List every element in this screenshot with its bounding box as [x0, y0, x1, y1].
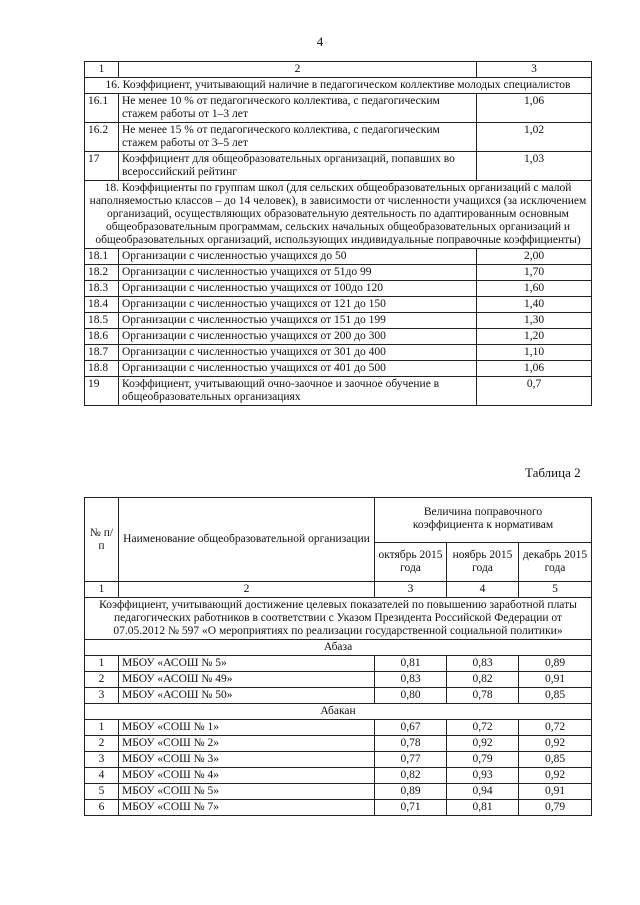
row-number: 5: [85, 784, 119, 800]
table-row: [85, 720, 592, 736]
table-row: [85, 656, 592, 672]
row-number: 18.1: [85, 249, 119, 265]
table-header-row: [85, 62, 592, 78]
row-description: Организации с численностью учащихся от 401 до 500: [119, 361, 477, 377]
row-description: Организации с численностью учащихся от 151 до 199: [119, 313, 477, 329]
row-value: 1,60: [477, 281, 592, 297]
organization-name: МБОУ «СОШ № 5»: [119, 784, 375, 800]
row-description: Не менее 15 % от педагогического коллектива, с педагогическим стажем работы от 3–5 лет: [119, 123, 477, 152]
row-number: 18.6: [85, 329, 119, 345]
coefficient-value: 0,81: [375, 656, 447, 672]
row-description: Организации с численностью учащихся от 121 до 150: [119, 297, 477, 313]
row-number: 1: [85, 656, 119, 672]
row-value: 1,40: [477, 297, 592, 313]
row-value: 1,03: [477, 152, 592, 181]
table-row: [85, 152, 592, 181]
row-number: 16.1: [85, 94, 119, 123]
organization-name: МБОУ «АСОШ № 5»: [119, 656, 375, 672]
row-number: 17: [85, 152, 119, 181]
coefficient-value: 0,94: [447, 784, 519, 800]
header-number: № п/п: [85, 498, 119, 582]
section-row: [85, 78, 592, 94]
city-heading: Абакан: [85, 704, 592, 720]
row-value: 1,06: [477, 94, 592, 123]
coefficient-value: 0,82: [447, 672, 519, 688]
coefficient-value: 0,85: [519, 752, 592, 768]
table-row: [85, 329, 592, 345]
organization-name: МБОУ «СОШ № 7»: [119, 800, 375, 816]
section-heading: 16. Коэффициент, учитывающий наличие в педагогическом коллективе молодых специалистов: [85, 78, 592, 94]
coefficient-value: 0,79: [519, 800, 592, 816]
table-row: [85, 752, 592, 768]
table-row: [85, 784, 592, 800]
row-number: 1: [85, 720, 119, 736]
table-row: [85, 281, 592, 297]
section-heading: Коэффициент, учитывающий достижение целевых показателей по повышению заработной платы педагогических работников в соответствии с Указом Президента Российской Федерации от 07.05.2012 № 597 «О мероприятиях по реализации государственной социальной политики»: [85, 598, 592, 640]
coefficient-value: 0,77: [375, 752, 447, 768]
coefficient-value: 0,78: [447, 688, 519, 704]
row-number: 6: [85, 800, 119, 816]
column-index: 5: [519, 582, 592, 598]
row-number: 4: [85, 768, 119, 784]
column-index: 3: [375, 582, 447, 598]
row-description: Организации с численностью учащихся от 51до 99: [119, 265, 477, 281]
column-index: 2: [119, 582, 375, 598]
coefficient-value: 0,72: [519, 720, 592, 736]
coefficient-value: 0,67: [375, 720, 447, 736]
coefficient-value: 0,80: [375, 688, 447, 704]
row-number: 19: [85, 377, 119, 406]
row-value: 0,7: [477, 377, 592, 406]
table-row: [85, 94, 592, 123]
table-row: [85, 736, 592, 752]
city-heading: Абаза: [85, 640, 592, 656]
table-row: [85, 768, 592, 784]
coefficients-table: [84, 61, 592, 406]
coefficient-value: 0,93: [447, 768, 519, 784]
coefficient-value: 0,89: [375, 784, 447, 800]
column-index-row: [85, 582, 592, 598]
row-number: 18.8: [85, 361, 119, 377]
organization-name: МБОУ «СОШ № 1»: [119, 720, 375, 736]
row-number: 18.3: [85, 281, 119, 297]
row-number: 2: [85, 672, 119, 688]
row-description: Организации с численностью учащихся от 100до 120: [119, 281, 477, 297]
coefficient-value: 0,91: [519, 784, 592, 800]
organization-name: МБОУ «СОШ № 3»: [119, 752, 375, 768]
row-description: Организации с численностью учащихся до 50: [119, 249, 477, 265]
coefficient-value: 0,85: [519, 688, 592, 704]
row-value: 1,30: [477, 313, 592, 329]
row-description: Коэффициент для общеобразовательных организаций, попавших во всероссийский рейтинг: [119, 152, 477, 181]
table-row: [85, 345, 592, 361]
row-number: 3: [85, 688, 119, 704]
column-index: 2: [119, 62, 477, 78]
page-number: 4: [316, 34, 324, 49]
row-number: 18.5: [85, 313, 119, 329]
row-number: 16.2: [85, 123, 119, 152]
row-value: 1,10: [477, 345, 592, 361]
column-index: 3: [477, 62, 592, 78]
coefficient-value: 0,78: [375, 736, 447, 752]
group-row: [85, 640, 592, 656]
header-month: октябрь 2015 года: [375, 543, 447, 582]
table-row: [85, 688, 592, 704]
table-row: [85, 265, 592, 281]
column-index: 1: [85, 62, 119, 78]
row-description: Коэффициент, учитывающий очно-заочное и заочное обучение в общеобразовательных организациях: [119, 377, 477, 406]
coefficient-value: 0,83: [375, 672, 447, 688]
row-number: 2: [85, 736, 119, 752]
coefficient-value: 0,71: [375, 800, 447, 816]
row-number: 3: [85, 752, 119, 768]
coefficient-value: 0,81: [447, 800, 519, 816]
header-organization: Наименование общеобразовательной организации: [119, 498, 375, 582]
table-row: [85, 297, 592, 313]
coefficient-value: 0,91: [519, 672, 592, 688]
coefficient-value: 0,82: [375, 768, 447, 784]
row-description: Организации с численностью учащихся от 200 до 300: [119, 329, 477, 345]
table-row: [85, 313, 592, 329]
school-coefficients-table: [84, 497, 592, 816]
table-row: [85, 123, 592, 152]
row-value: 2,00: [477, 249, 592, 265]
table-row: [85, 361, 592, 377]
table-row: [85, 672, 592, 688]
row-number: 18.7: [85, 345, 119, 361]
row-value: 1,06: [477, 361, 592, 377]
row-number: 18.4: [85, 297, 119, 313]
coefficient-value: 0,72: [447, 720, 519, 736]
table-row: [85, 249, 592, 265]
row-description: Организации с численностью учащихся от 301 до 400: [119, 345, 477, 361]
section-row: [85, 181, 592, 249]
row-value: 1,70: [477, 265, 592, 281]
table-header-row: [85, 498, 592, 543]
row-value: 1,20: [477, 329, 592, 345]
section-row: [85, 598, 592, 640]
row-number: 18.2: [85, 265, 119, 281]
coefficient-value: 0,92: [519, 768, 592, 784]
coefficient-value: 0,79: [447, 752, 519, 768]
organization-name: МБОУ «АСОШ № 49»: [119, 672, 375, 688]
table-row: [85, 800, 592, 816]
column-index: 1: [85, 582, 119, 598]
table-row: [85, 377, 592, 406]
group-row: [85, 704, 592, 720]
header-month: декабрь 2015 года: [519, 543, 592, 582]
coefficient-value: 0,83: [447, 656, 519, 672]
coefficient-value: 0,92: [519, 736, 592, 752]
table2-caption: Таблица 2: [525, 465, 581, 480]
column-index: 4: [447, 582, 519, 598]
row-description: Не менее 10 % от педагогического коллектива, с педагогическим стажем работы от 1–3 лет: [119, 94, 477, 123]
organization-name: МБОУ «СОШ № 2»: [119, 736, 375, 752]
coefficient-value: 0,92: [447, 736, 519, 752]
header-coefficient: Величина поправочного коэффициента к нормативам: [375, 498, 592, 543]
organization-name: МБОУ «СОШ № 4»: [119, 768, 375, 784]
row-value: 1,02: [477, 123, 592, 152]
organization-name: МБОУ «АСОШ № 50»: [119, 688, 375, 704]
header-month: ноябрь 2015 года: [447, 543, 519, 582]
section-heading: 18. Коэффициенты по группам школ (для сельских общеобразовательных организаций с малой наполняемостью классов – до 14 человек), в зависимости от численности учащихся (за исключением организаций, осуществляющих образовательную деятельность по адаптированным основным общеобразовательным программам, сельских начальных общеобразовательных организаций и общеобразовательных организаций, использующих индивидуальные поправочные коэффициенты): [85, 181, 592, 249]
coefficient-value: 0,89: [519, 656, 592, 672]
